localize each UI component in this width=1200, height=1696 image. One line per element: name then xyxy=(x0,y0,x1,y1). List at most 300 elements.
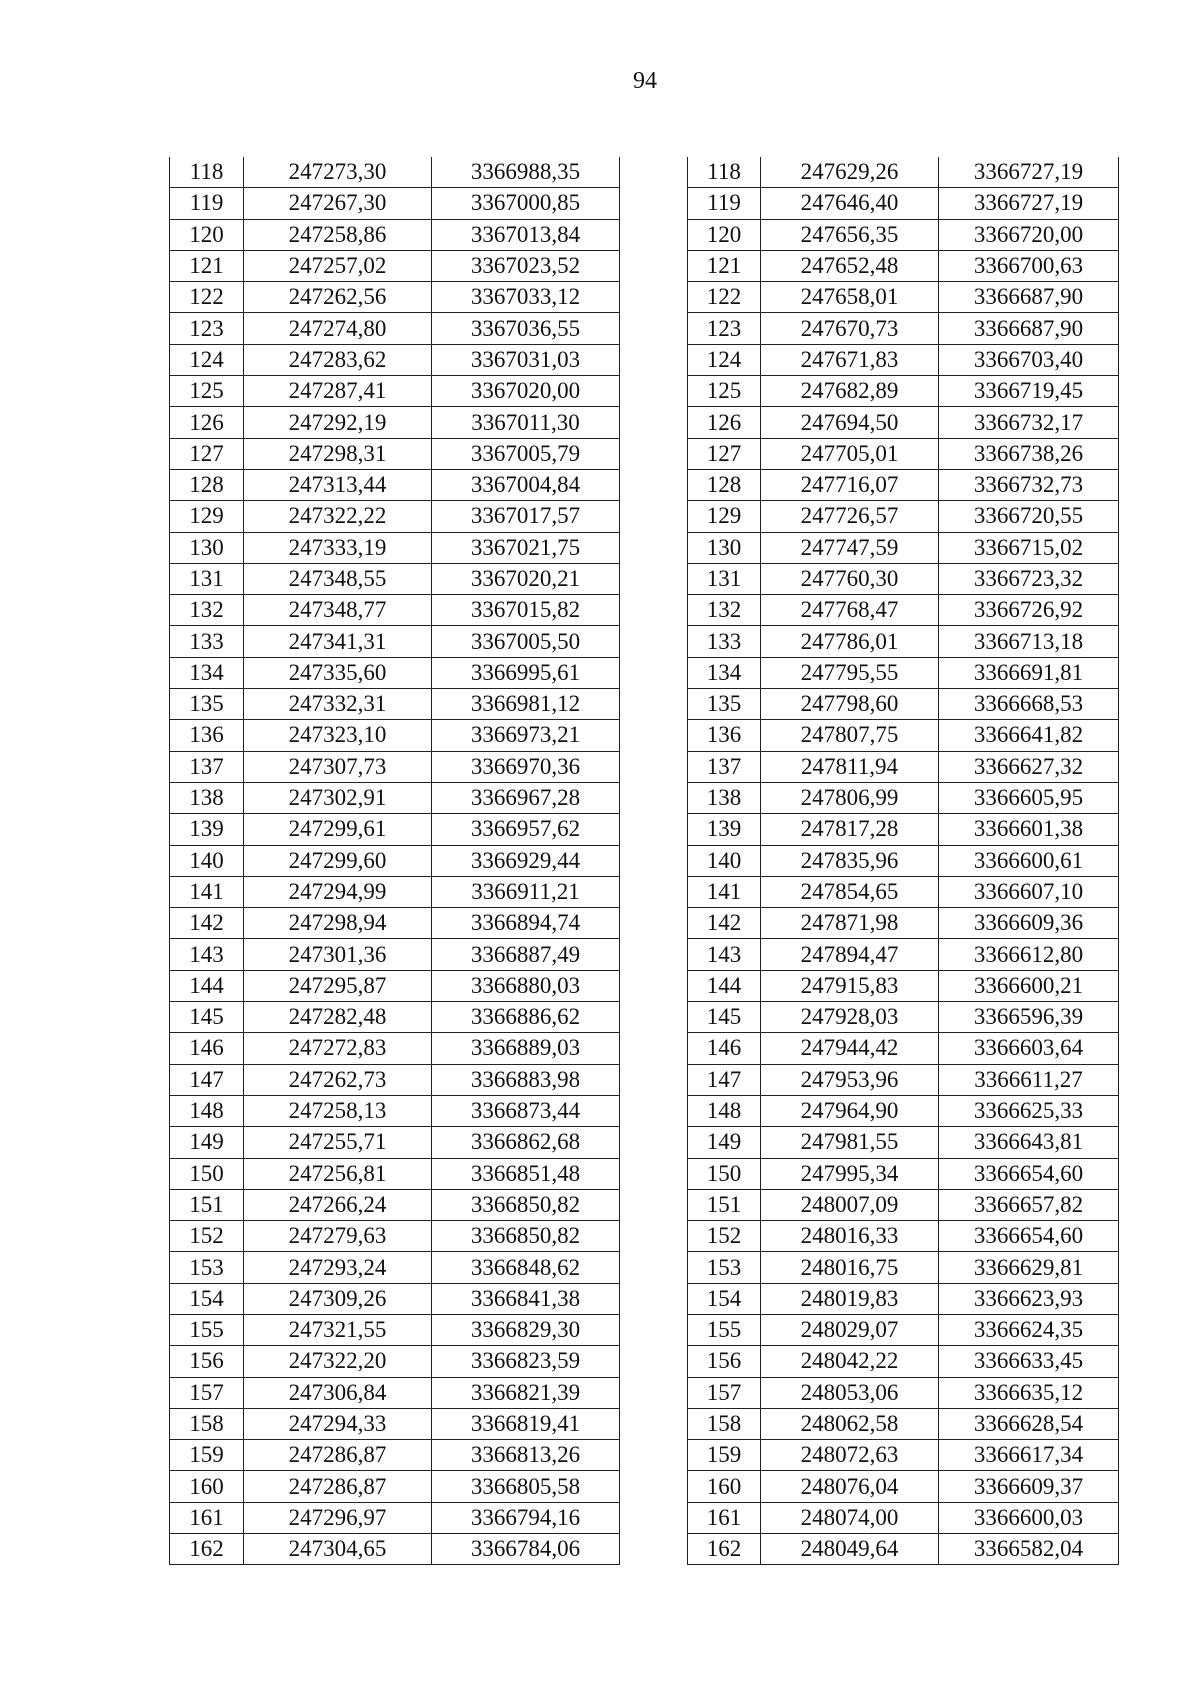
table-row xyxy=(688,1221,1119,1252)
point-number-cell: 121 xyxy=(170,250,244,281)
y-coordinate-cell: 3366805,58 xyxy=(432,1471,620,1502)
y-coordinate-cell: 3366609,37 xyxy=(939,1471,1119,1502)
point-number-cell: 154 xyxy=(688,1283,761,1314)
y-coordinate-cell: 3367021,75 xyxy=(432,532,620,563)
point-number-cell: 120 xyxy=(688,219,761,250)
point-number-cell: 139 xyxy=(688,814,761,845)
table-row xyxy=(688,1440,1119,1471)
x-coordinate-cell: 247262,73 xyxy=(244,1064,432,1095)
point-number-cell: 151 xyxy=(688,1189,761,1220)
table-row xyxy=(688,344,1119,375)
y-coordinate-cell: 3366629,81 xyxy=(939,1252,1119,1283)
y-coordinate-cell: 3366668,53 xyxy=(939,689,1119,720)
table-row xyxy=(688,720,1119,751)
table-row xyxy=(170,626,620,657)
y-coordinate-cell: 3366727,19 xyxy=(939,188,1119,219)
table-row xyxy=(688,282,1119,313)
x-coordinate-cell: 247258,86 xyxy=(244,219,432,250)
point-number-cell: 122 xyxy=(170,282,244,313)
y-coordinate-cell: 3366582,04 xyxy=(939,1534,1119,1565)
point-number-cell: 122 xyxy=(688,282,761,313)
table-row xyxy=(688,1127,1119,1158)
x-coordinate-cell: 247298,94 xyxy=(244,908,432,939)
x-coordinate-cell: 247323,10 xyxy=(244,720,432,751)
point-number-cell: 129 xyxy=(688,501,761,532)
y-coordinate-cell: 3366625,33 xyxy=(939,1095,1119,1126)
y-coordinate-cell: 3366829,30 xyxy=(432,1314,620,1345)
x-coordinate-cell: 247304,65 xyxy=(244,1534,432,1565)
y-coordinate-cell: 3366596,39 xyxy=(939,1002,1119,1033)
x-coordinate-cell: 248016,75 xyxy=(761,1252,939,1283)
x-coordinate-cell: 247335,60 xyxy=(244,657,432,688)
table-row xyxy=(688,1189,1119,1220)
point-number-cell: 144 xyxy=(688,970,761,1001)
table-row xyxy=(170,532,620,563)
point-number-cell: 159 xyxy=(170,1440,244,1471)
table-row xyxy=(688,1252,1119,1283)
x-coordinate-cell: 247332,31 xyxy=(244,689,432,720)
x-coordinate-cell: 247262,56 xyxy=(244,282,432,313)
x-coordinate-cell: 247299,60 xyxy=(244,845,432,876)
y-coordinate-cell: 3366723,32 xyxy=(939,563,1119,594)
table-row xyxy=(170,501,620,532)
y-coordinate-cell: 3367020,00 xyxy=(432,376,620,407)
y-coordinate-cell: 3366600,03 xyxy=(939,1502,1119,1533)
x-coordinate-cell: 247871,98 xyxy=(761,908,939,939)
y-coordinate-cell: 3366732,73 xyxy=(939,469,1119,500)
point-number-cell: 153 xyxy=(688,1252,761,1283)
point-number-cell: 131 xyxy=(688,563,761,594)
y-coordinate-cell: 3366973,21 xyxy=(432,720,620,751)
x-coordinate-cell: 247629,26 xyxy=(761,157,939,188)
point-number-cell: 118 xyxy=(170,157,244,188)
x-coordinate-cell: 247726,57 xyxy=(761,501,939,532)
point-number-cell: 136 xyxy=(688,720,761,751)
point-number-cell: 156 xyxy=(688,1346,761,1377)
x-coordinate-cell: 247995,34 xyxy=(761,1158,939,1189)
point-number-cell: 157 xyxy=(170,1377,244,1408)
x-coordinate-cell: 248053,06 xyxy=(761,1377,939,1408)
x-coordinate-cell: 247658,01 xyxy=(761,282,939,313)
x-coordinate-cell: 247817,28 xyxy=(761,814,939,845)
point-number-cell: 161 xyxy=(688,1502,761,1533)
x-coordinate-cell: 247811,94 xyxy=(761,751,939,782)
table-row xyxy=(688,1377,1119,1408)
point-number-cell: 137 xyxy=(170,751,244,782)
x-coordinate-cell: 247255,71 xyxy=(244,1127,432,1158)
table-row xyxy=(688,1033,1119,1064)
y-coordinate-cell: 3366738,26 xyxy=(939,438,1119,469)
point-number-cell: 149 xyxy=(170,1127,244,1158)
x-coordinate-cell: 247333,19 xyxy=(244,532,432,563)
x-coordinate-cell: 247798,60 xyxy=(761,689,939,720)
point-number-cell: 128 xyxy=(688,469,761,500)
point-number-cell: 134 xyxy=(688,657,761,688)
table-row xyxy=(688,814,1119,845)
x-coordinate-cell: 248007,09 xyxy=(761,1189,939,1220)
x-coordinate-cell: 248076,04 xyxy=(761,1471,939,1502)
x-coordinate-cell: 247298,31 xyxy=(244,438,432,469)
y-coordinate-cell: 3367017,57 xyxy=(432,501,620,532)
y-coordinate-cell: 3366657,82 xyxy=(939,1189,1119,1220)
point-number-cell: 123 xyxy=(688,313,761,344)
y-coordinate-cell: 3366641,82 xyxy=(939,720,1119,751)
point-number-cell: 146 xyxy=(688,1033,761,1064)
y-coordinate-cell: 3366967,28 xyxy=(432,782,620,813)
table-row xyxy=(170,1189,620,1220)
point-number-cell: 159 xyxy=(688,1440,761,1471)
point-number-cell: 137 xyxy=(688,751,761,782)
y-coordinate-cell: 3367011,30 xyxy=(432,407,620,438)
point-number-cell: 125 xyxy=(688,376,761,407)
table-row xyxy=(170,407,620,438)
x-coordinate-cell: 247306,84 xyxy=(244,1377,432,1408)
x-coordinate-cell: 248019,83 xyxy=(761,1283,939,1314)
x-coordinate-cell: 247646,40 xyxy=(761,188,939,219)
table-row xyxy=(170,157,620,188)
x-coordinate-cell: 247321,55 xyxy=(244,1314,432,1345)
table-row xyxy=(170,1221,620,1252)
y-coordinate-cell: 3366700,63 xyxy=(939,250,1119,281)
x-coordinate-cell: 247894,47 xyxy=(761,939,939,970)
x-coordinate-cell: 248072,63 xyxy=(761,1440,939,1471)
x-coordinate-cell: 247299,61 xyxy=(244,814,432,845)
coordinates-table-right-body xyxy=(688,157,1119,1565)
table-row xyxy=(170,344,620,375)
x-coordinate-cell: 247915,83 xyxy=(761,970,939,1001)
y-coordinate-cell: 3366819,41 xyxy=(432,1408,620,1439)
y-coordinate-cell: 3366687,90 xyxy=(939,282,1119,313)
y-coordinate-cell: 3366607,10 xyxy=(939,876,1119,907)
y-coordinate-cell: 3366889,03 xyxy=(432,1033,620,1064)
x-coordinate-cell: 248029,07 xyxy=(761,1314,939,1345)
table-row xyxy=(688,1314,1119,1345)
table-row xyxy=(170,595,620,626)
x-coordinate-cell: 247341,31 xyxy=(244,626,432,657)
point-number-cell: 124 xyxy=(170,344,244,375)
table-row xyxy=(688,563,1119,594)
y-coordinate-cell: 3366600,61 xyxy=(939,845,1119,876)
y-coordinate-cell: 3366601,38 xyxy=(939,814,1119,845)
point-number-cell: 129 xyxy=(170,501,244,532)
table-row xyxy=(170,1440,620,1471)
point-number-cell: 124 xyxy=(688,344,761,375)
y-coordinate-cell: 3367005,50 xyxy=(432,626,620,657)
table-row xyxy=(688,1064,1119,1095)
y-coordinate-cell: 3367004,84 xyxy=(432,469,620,500)
x-coordinate-cell: 247348,77 xyxy=(244,595,432,626)
point-number-cell: 156 xyxy=(170,1346,244,1377)
table-row xyxy=(688,501,1119,532)
x-coordinate-cell: 247301,36 xyxy=(244,939,432,970)
y-coordinate-cell: 3366726,92 xyxy=(939,595,1119,626)
y-coordinate-cell: 3367005,79 xyxy=(432,438,620,469)
y-coordinate-cell: 3366873,44 xyxy=(432,1095,620,1126)
x-coordinate-cell: 247854,65 xyxy=(761,876,939,907)
table-row xyxy=(170,1252,620,1283)
y-coordinate-cell: 3366633,45 xyxy=(939,1346,1119,1377)
table-row xyxy=(688,157,1119,188)
table-row xyxy=(688,1283,1119,1314)
y-coordinate-cell: 3367020,21 xyxy=(432,563,620,594)
y-coordinate-cell: 3367031,03 xyxy=(432,344,620,375)
y-coordinate-cell: 3366715,02 xyxy=(939,532,1119,563)
y-coordinate-cell: 3366727,19 xyxy=(939,157,1119,188)
table-row xyxy=(170,908,620,939)
x-coordinate-cell: 247258,13 xyxy=(244,1095,432,1126)
x-coordinate-cell: 247295,87 xyxy=(244,970,432,1001)
point-number-cell: 144 xyxy=(170,970,244,1001)
table-row xyxy=(688,1346,1119,1377)
table-row xyxy=(170,1158,620,1189)
y-coordinate-cell: 3366612,80 xyxy=(939,939,1119,970)
table-row xyxy=(688,1158,1119,1189)
x-coordinate-cell: 247807,75 xyxy=(761,720,939,751)
x-coordinate-cell: 247283,62 xyxy=(244,344,432,375)
x-coordinate-cell: 247953,96 xyxy=(761,1064,939,1095)
y-coordinate-cell: 3366628,54 xyxy=(939,1408,1119,1439)
point-number-cell: 140 xyxy=(170,845,244,876)
y-coordinate-cell: 3366850,82 xyxy=(432,1221,620,1252)
y-coordinate-cell: 3366848,62 xyxy=(432,1252,620,1283)
x-coordinate-cell: 247274,80 xyxy=(244,313,432,344)
point-number-cell: 151 xyxy=(170,1189,244,1220)
y-coordinate-cell: 3366687,90 xyxy=(939,313,1119,344)
y-coordinate-cell: 3366635,12 xyxy=(939,1377,1119,1408)
point-number-cell: 133 xyxy=(688,626,761,657)
point-number-cell: 135 xyxy=(688,689,761,720)
x-coordinate-cell: 247760,30 xyxy=(761,563,939,594)
table-row xyxy=(170,939,620,970)
point-number-cell: 136 xyxy=(170,720,244,751)
point-number-cell: 127 xyxy=(688,438,761,469)
y-coordinate-cell: 3366894,74 xyxy=(432,908,620,939)
y-coordinate-cell: 3366981,12 xyxy=(432,689,620,720)
point-number-cell: 149 xyxy=(688,1127,761,1158)
table-row xyxy=(170,1064,620,1095)
y-coordinate-cell: 3366720,00 xyxy=(939,219,1119,250)
point-number-cell: 160 xyxy=(170,1471,244,1502)
table-row xyxy=(170,1377,620,1408)
table-row xyxy=(170,845,620,876)
point-number-cell: 155 xyxy=(688,1314,761,1345)
x-coordinate-cell: 247806,99 xyxy=(761,782,939,813)
point-number-cell: 157 xyxy=(688,1377,761,1408)
table-row xyxy=(170,720,620,751)
point-number-cell: 143 xyxy=(170,939,244,970)
x-coordinate-cell: 248049,64 xyxy=(761,1534,939,1565)
point-number-cell: 130 xyxy=(688,532,761,563)
x-coordinate-cell: 247292,19 xyxy=(244,407,432,438)
table-row xyxy=(170,282,620,313)
x-coordinate-cell: 247257,02 xyxy=(244,250,432,281)
table-row xyxy=(688,845,1119,876)
y-coordinate-cell: 3366732,17 xyxy=(939,407,1119,438)
table-row xyxy=(170,376,620,407)
table-row xyxy=(170,657,620,688)
table-row xyxy=(170,970,620,1001)
table-row xyxy=(170,563,620,594)
table-row xyxy=(170,469,620,500)
y-coordinate-cell: 3366823,59 xyxy=(432,1346,620,1377)
table-row xyxy=(170,1408,620,1439)
table-row xyxy=(170,1283,620,1314)
y-coordinate-cell: 3366880,03 xyxy=(432,970,620,1001)
point-number-cell: 147 xyxy=(170,1064,244,1095)
y-coordinate-cell: 3366627,32 xyxy=(939,751,1119,782)
y-coordinate-cell: 3366821,39 xyxy=(432,1377,620,1408)
x-coordinate-cell: 247279,63 xyxy=(244,1221,432,1252)
x-coordinate-cell: 247296,97 xyxy=(244,1502,432,1533)
y-coordinate-cell: 3366883,98 xyxy=(432,1064,620,1095)
x-coordinate-cell: 247670,73 xyxy=(761,313,939,344)
point-number-cell: 130 xyxy=(170,532,244,563)
x-coordinate-cell: 247682,89 xyxy=(761,376,939,407)
x-coordinate-cell: 247309,26 xyxy=(244,1283,432,1314)
coordinates-table-left xyxy=(169,157,620,1565)
table-row xyxy=(170,219,620,250)
point-number-cell: 120 xyxy=(170,219,244,250)
x-coordinate-cell: 247835,96 xyxy=(761,845,939,876)
table-row xyxy=(688,689,1119,720)
point-number-cell: 161 xyxy=(170,1502,244,1533)
x-coordinate-cell: 247293,24 xyxy=(244,1252,432,1283)
point-number-cell: 126 xyxy=(170,407,244,438)
table-row xyxy=(170,1127,620,1158)
table-row xyxy=(688,876,1119,907)
point-number-cell: 140 xyxy=(688,845,761,876)
y-coordinate-cell: 3366713,18 xyxy=(939,626,1119,657)
y-coordinate-cell: 3366911,21 xyxy=(432,876,620,907)
x-coordinate-cell: 248074,00 xyxy=(761,1502,939,1533)
y-coordinate-cell: 3366691,81 xyxy=(939,657,1119,688)
x-coordinate-cell: 247272,83 xyxy=(244,1033,432,1064)
point-number-cell: 145 xyxy=(688,1002,761,1033)
point-number-cell: 121 xyxy=(688,250,761,281)
x-coordinate-cell: 247671,83 xyxy=(761,344,939,375)
x-coordinate-cell: 247256,81 xyxy=(244,1158,432,1189)
table-row xyxy=(688,626,1119,657)
y-coordinate-cell: 3366720,55 xyxy=(939,501,1119,532)
table-row xyxy=(688,250,1119,281)
x-coordinate-cell: 247322,22 xyxy=(244,501,432,532)
y-coordinate-cell: 3366703,40 xyxy=(939,344,1119,375)
point-number-cell: 162 xyxy=(170,1534,244,1565)
y-coordinate-cell: 3366841,38 xyxy=(432,1283,620,1314)
y-coordinate-cell: 3367000,85 xyxy=(432,188,620,219)
x-coordinate-cell: 247322,20 xyxy=(244,1346,432,1377)
x-coordinate-cell: 247287,41 xyxy=(244,376,432,407)
y-coordinate-cell: 3366794,16 xyxy=(432,1502,620,1533)
point-number-cell: 152 xyxy=(170,1221,244,1252)
point-number-cell: 155 xyxy=(170,1314,244,1345)
x-coordinate-cell: 247286,87 xyxy=(244,1471,432,1502)
point-number-cell: 127 xyxy=(170,438,244,469)
x-coordinate-cell: 247768,47 xyxy=(761,595,939,626)
y-coordinate-cell: 3366851,48 xyxy=(432,1158,620,1189)
point-number-cell: 153 xyxy=(170,1252,244,1283)
y-coordinate-cell: 3366609,36 xyxy=(939,908,1119,939)
x-coordinate-cell: 247302,91 xyxy=(244,782,432,813)
point-number-cell: 154 xyxy=(170,1283,244,1314)
x-coordinate-cell: 247282,48 xyxy=(244,1002,432,1033)
point-number-cell: 160 xyxy=(688,1471,761,1502)
y-coordinate-cell: 3366654,60 xyxy=(939,1221,1119,1252)
table-row xyxy=(170,438,620,469)
x-coordinate-cell: 247273,30 xyxy=(244,157,432,188)
table-row xyxy=(688,1002,1119,1033)
x-coordinate-cell: 248042,22 xyxy=(761,1346,939,1377)
x-coordinate-cell: 247786,01 xyxy=(761,626,939,657)
y-coordinate-cell: 3366988,35 xyxy=(432,157,620,188)
point-number-cell: 141 xyxy=(170,876,244,907)
point-number-cell: 131 xyxy=(170,563,244,594)
x-coordinate-cell: 247716,07 xyxy=(761,469,939,500)
x-coordinate-cell: 247928,03 xyxy=(761,1002,939,1033)
coordinates-table-left-body xyxy=(170,157,620,1565)
table-row xyxy=(688,376,1119,407)
point-number-cell: 128 xyxy=(170,469,244,500)
point-number-cell: 138 xyxy=(688,782,761,813)
x-coordinate-cell: 247795,55 xyxy=(761,657,939,688)
point-number-cell: 138 xyxy=(170,782,244,813)
y-coordinate-cell: 3366995,61 xyxy=(432,657,620,688)
y-coordinate-cell: 3366886,62 xyxy=(432,1002,620,1033)
point-number-cell: 148 xyxy=(688,1095,761,1126)
point-number-cell: 125 xyxy=(170,376,244,407)
y-coordinate-cell: 3366643,81 xyxy=(939,1127,1119,1158)
table-row xyxy=(170,1314,620,1345)
y-coordinate-cell: 3366624,35 xyxy=(939,1314,1119,1345)
point-number-cell: 148 xyxy=(170,1095,244,1126)
table-row xyxy=(688,188,1119,219)
table-row xyxy=(688,1408,1119,1439)
table-row xyxy=(688,219,1119,250)
x-coordinate-cell: 247266,24 xyxy=(244,1189,432,1220)
table-row xyxy=(688,908,1119,939)
point-number-cell: 141 xyxy=(688,876,761,907)
table-row xyxy=(688,595,1119,626)
table-row xyxy=(170,689,620,720)
point-number-cell: 126 xyxy=(688,407,761,438)
y-coordinate-cell: 3367036,55 xyxy=(432,313,620,344)
coordinates-table-right xyxy=(687,157,1119,1565)
x-coordinate-cell: 247307,73 xyxy=(244,751,432,782)
point-number-cell: 135 xyxy=(170,689,244,720)
page-number: 94 xyxy=(633,68,657,94)
x-coordinate-cell: 247964,90 xyxy=(761,1095,939,1126)
point-number-cell: 150 xyxy=(688,1158,761,1189)
table-row xyxy=(170,1002,620,1033)
y-coordinate-cell: 3366887,49 xyxy=(432,939,620,970)
table-row xyxy=(170,250,620,281)
point-number-cell: 147 xyxy=(688,1064,761,1095)
y-coordinate-cell: 3367015,82 xyxy=(432,595,620,626)
x-coordinate-cell: 248062,58 xyxy=(761,1408,939,1439)
point-number-cell: 119 xyxy=(688,188,761,219)
x-coordinate-cell: 247694,50 xyxy=(761,407,939,438)
table-row xyxy=(688,1471,1119,1502)
table-row xyxy=(170,1346,620,1377)
x-coordinate-cell: 247286,87 xyxy=(244,1440,432,1471)
table-row xyxy=(170,1502,620,1533)
point-number-cell: 143 xyxy=(688,939,761,970)
x-coordinate-cell: 247294,99 xyxy=(244,876,432,907)
table-row xyxy=(688,313,1119,344)
point-number-cell: 132 xyxy=(688,595,761,626)
y-coordinate-cell: 3366784,06 xyxy=(432,1534,620,1565)
point-number-cell: 158 xyxy=(170,1408,244,1439)
